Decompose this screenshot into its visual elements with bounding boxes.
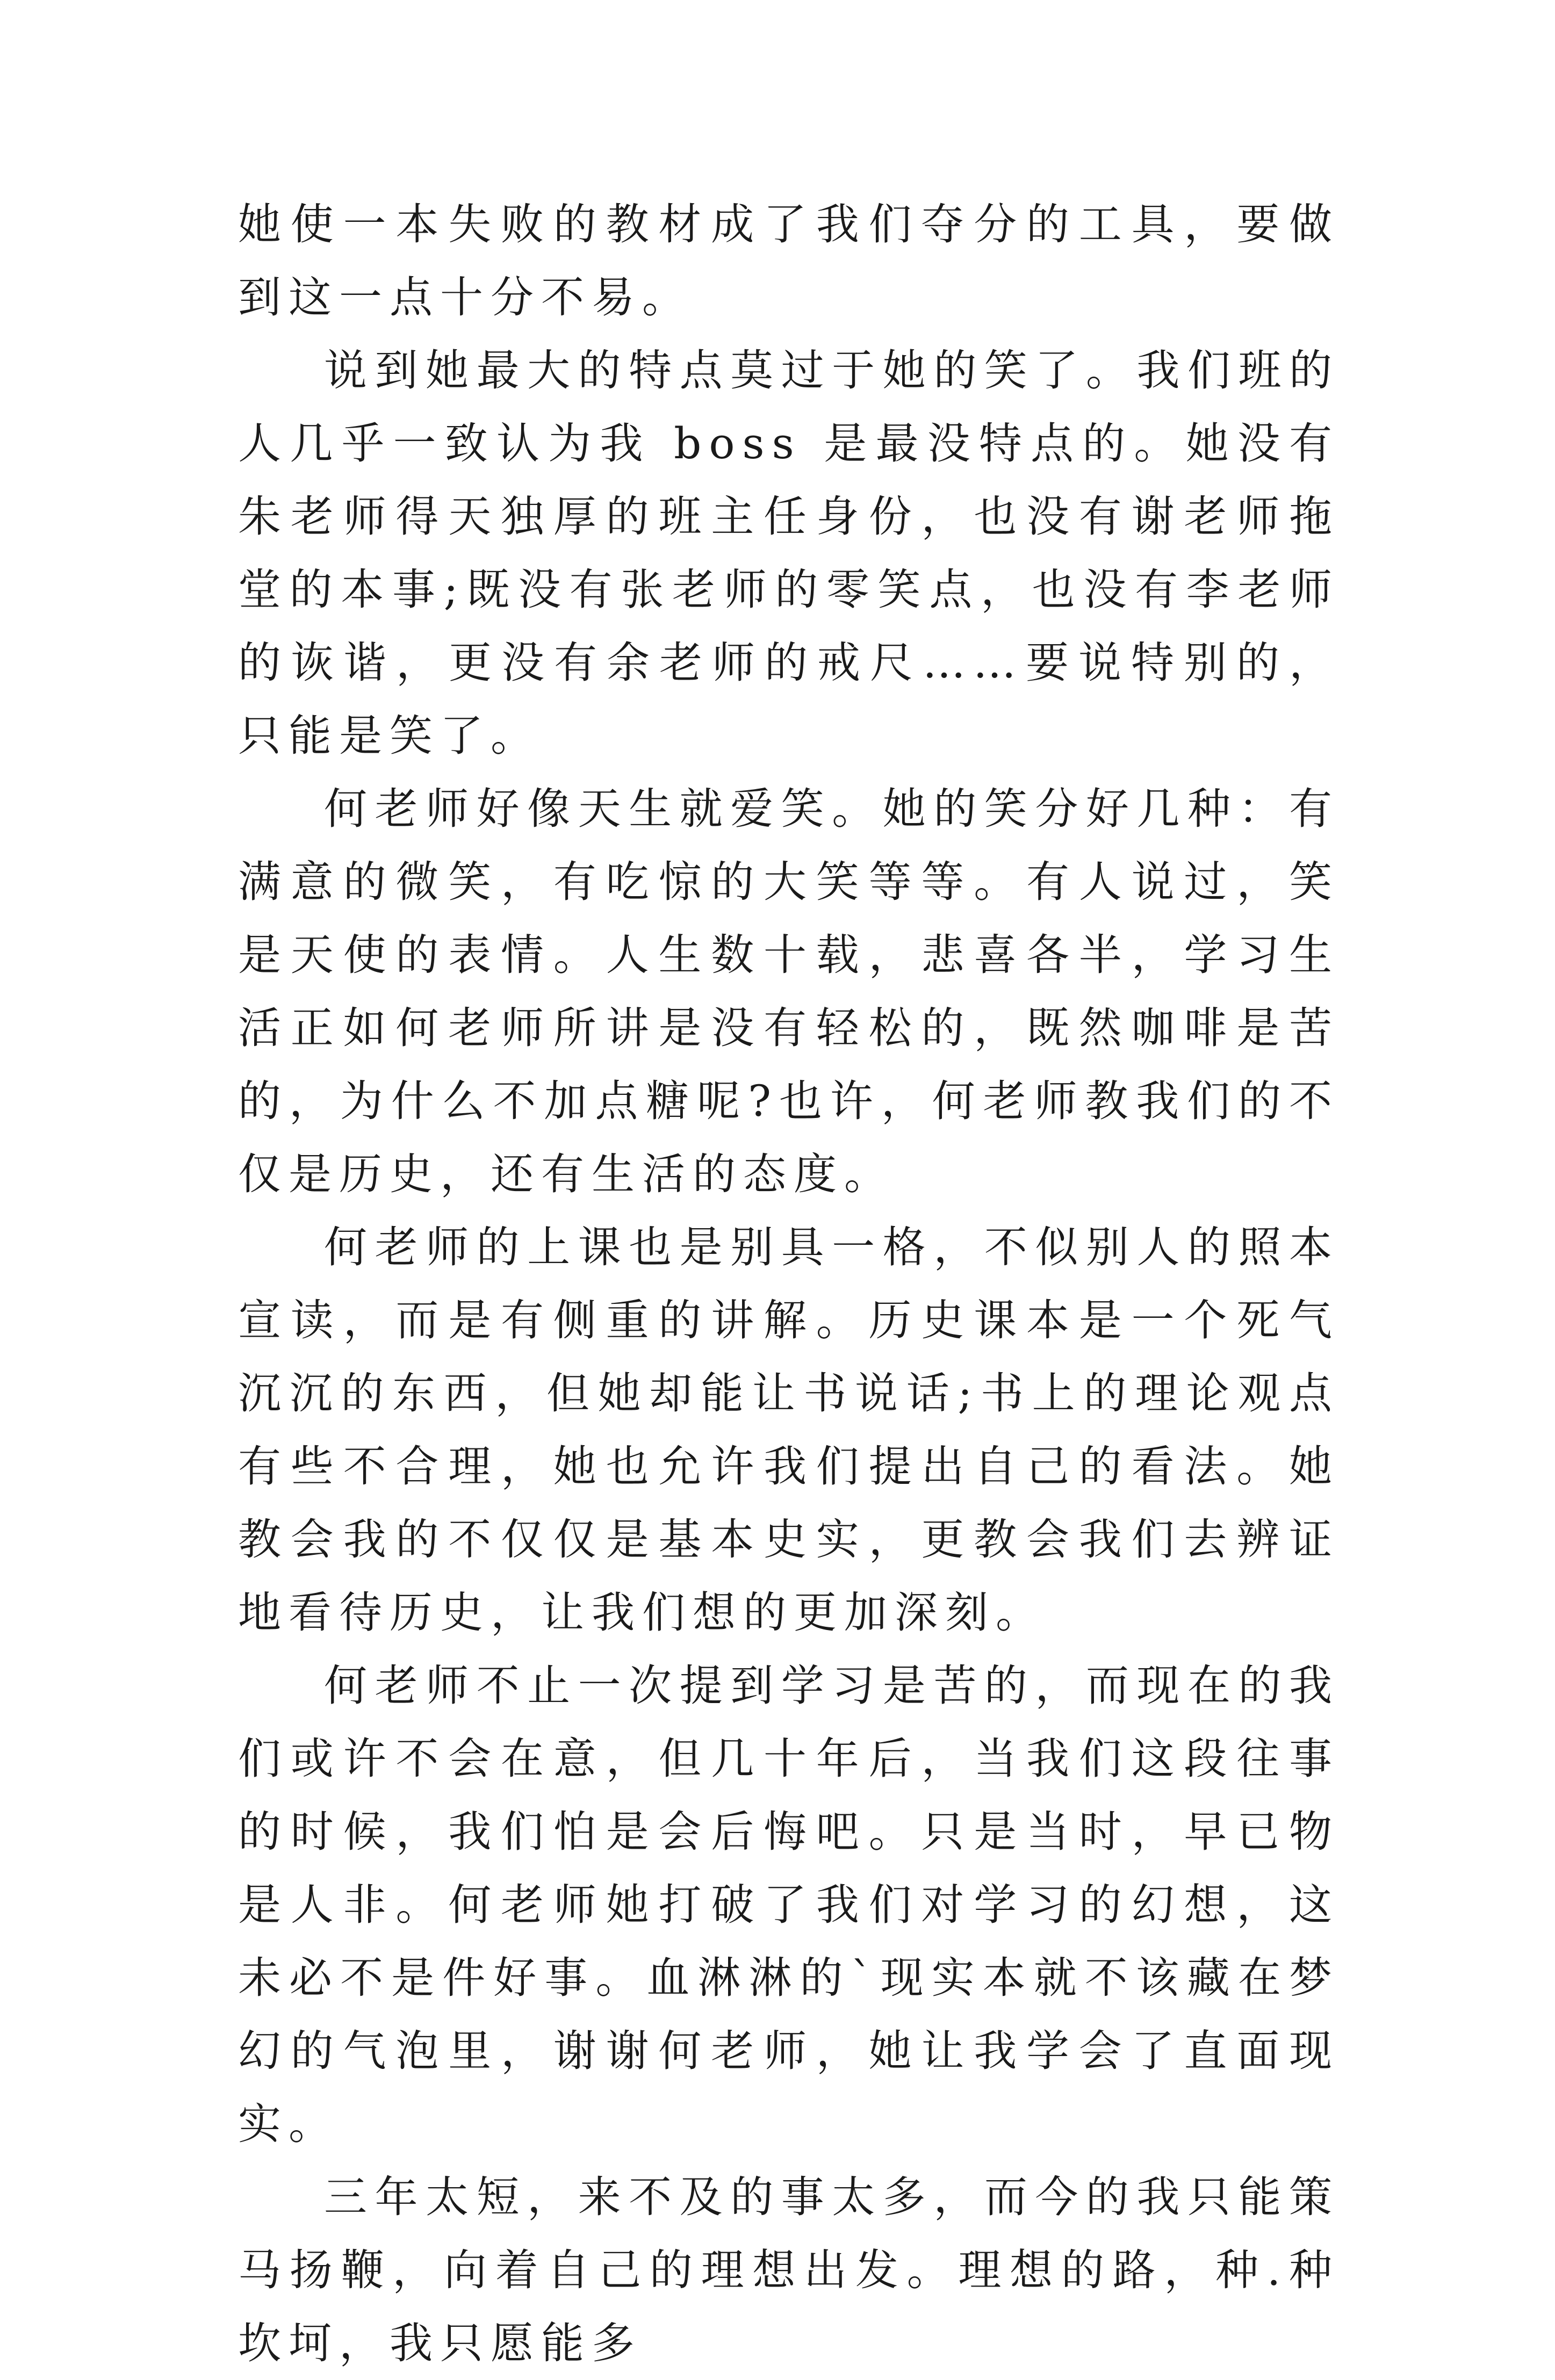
paragraph-learning-is-bitter: 何老师不止一次提到学习是苦的，而现在的我们或许不会在意，但几十年后，当我们这段往事的时候，我们怕是会后悔吧。只是当时，早已物是人非。何老师她打破了我们对学习的幻想，这未必不是件好事。血淋淋的`现实本就不该藏在梦幻的气泡里，谢谢何老师，她让我学会了直面现实。: [238, 1661, 1340, 2149]
document-body: [238, 188, 1340, 2380]
paragraph-kinds-of-smile: 何老师好像天生就爱笑。她的笑分好几种：有满意的微笑，有吃惊的大笑等等。有人说过，笑是天使的表情。人生数十载，悲喜各半，学习生活正如何老师所讲是没有轻松的，既然咖啡是苦的，为什么不加点糖呢?也许，何老师教我们的不仅是历史，还有生活的态度。: [238, 784, 1340, 1199]
paragraph-teaching-style: 何老师的上课也是别具一格，不似别人的照本宣读，而是有侧重的讲解。历史课本是一个死气沉沉的东西，但她却能让书说话;书上的理论观点有些不合理，她也允许我们提出自己的看法。她教会我的不仅仅是基本史实，更教会我们去辨证地看待历史，让我们想的更加深刻。: [238, 1222, 1340, 1638]
paragraph-continuation: 她使一本失败的教材成了我们夺分的工具，要做到这一点十分不易。: [238, 199, 1340, 322]
paragraph-three-years: 三年太短，来不及的事太多，而今的我只能策马扬鞭，向着自己的理想出发。理想的路，种.种坎坷，我只愿能多: [238, 2172, 1340, 2368]
paragraph-smile: 说到她最大的特点莫过于她的笑了。我们班的人几乎一致认为我 boss 是最没特点的。她没有朱老师得天独厚的班主任身份，也没有谢老师拖堂的本事;既没有张老师的零笑点，也没有李老师的诙谐，更没有余老师的戒尺……要说特别的，只能是笑了。: [238, 345, 1340, 761]
